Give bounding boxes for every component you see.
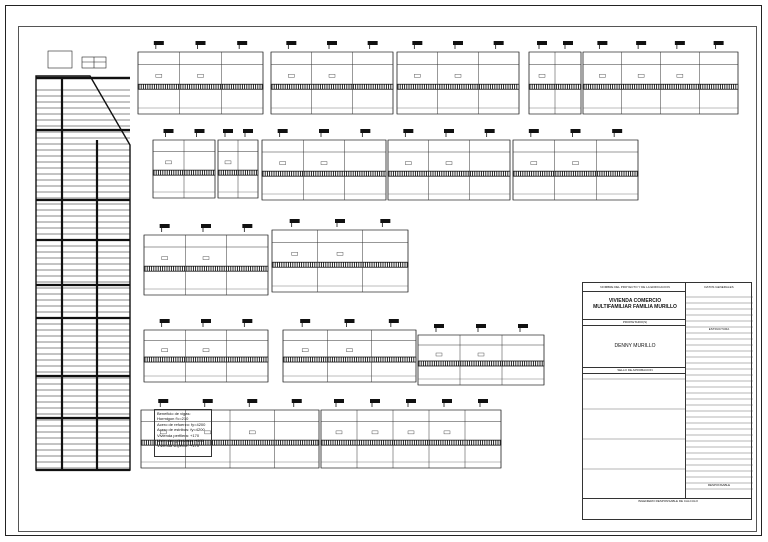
owner-name: DENNY MURILLO — [614, 343, 656, 349]
note-line: Acero de estribos: fy=4200 — [157, 427, 205, 433]
beam-elevation — [144, 319, 268, 382]
beam-elevation — [153, 129, 215, 198]
beam-elevation — [138, 41, 263, 114]
note-line: Hormigon f'c=210 — [157, 416, 189, 422]
note-line: Vivienda optimizada: +170 — [157, 438, 204, 444]
floor-plan — [36, 76, 130, 470]
beam-elevation — [144, 224, 268, 295]
beam-elevation — [321, 399, 501, 468]
title-block-grid — [583, 283, 753, 521]
footer-label: INGENIERO RESPONSABLE DE CALCULO — [637, 499, 699, 503]
approval-label: SELLO DE APROBACION — [617, 368, 653, 372]
legend-boxes — [48, 51, 106, 68]
beam-elevation — [583, 41, 738, 114]
beam-elevation — [283, 319, 416, 382]
note-line: Acero de refuerzo: fy=4200 — [157, 421, 206, 427]
note-line: Vivienda perfilera: +170 — [157, 432, 200, 438]
project-title-1: VIVIENDA COMERCIO — [608, 298, 662, 304]
general-notes — [154, 409, 212, 457]
beam-elevation — [513, 129, 638, 200]
beam-elevation — [218, 129, 258, 198]
owner-label: PROPIETARIO(S) — [622, 320, 648, 324]
beam-elevation — [272, 219, 408, 292]
beam-elevation — [418, 324, 544, 385]
general-data-label: DATOS GENERALES — [704, 285, 734, 289]
title-block — [582, 282, 752, 520]
note-line: Vivienda superior: +170 — [157, 443, 200, 449]
beam-elevation — [271, 41, 393, 114]
project-title-2: MULTIFAMILIAR FAMILIA MURILLO — [593, 304, 677, 310]
structure-label: ESTRUCTURA — [708, 327, 730, 331]
beam-elevation — [388, 129, 510, 200]
beam-elevation — [529, 41, 581, 114]
stamp-label: RESPONSABLE — [707, 483, 731, 487]
beam-elevation — [397, 41, 519, 114]
note-line: Beneficio de vigas: — [157, 411, 191, 416]
project-header-label: NOMBRE DEL PROYECTO Y DE LA EDIFICACION — [600, 285, 670, 289]
beam-elevation — [262, 129, 386, 200]
